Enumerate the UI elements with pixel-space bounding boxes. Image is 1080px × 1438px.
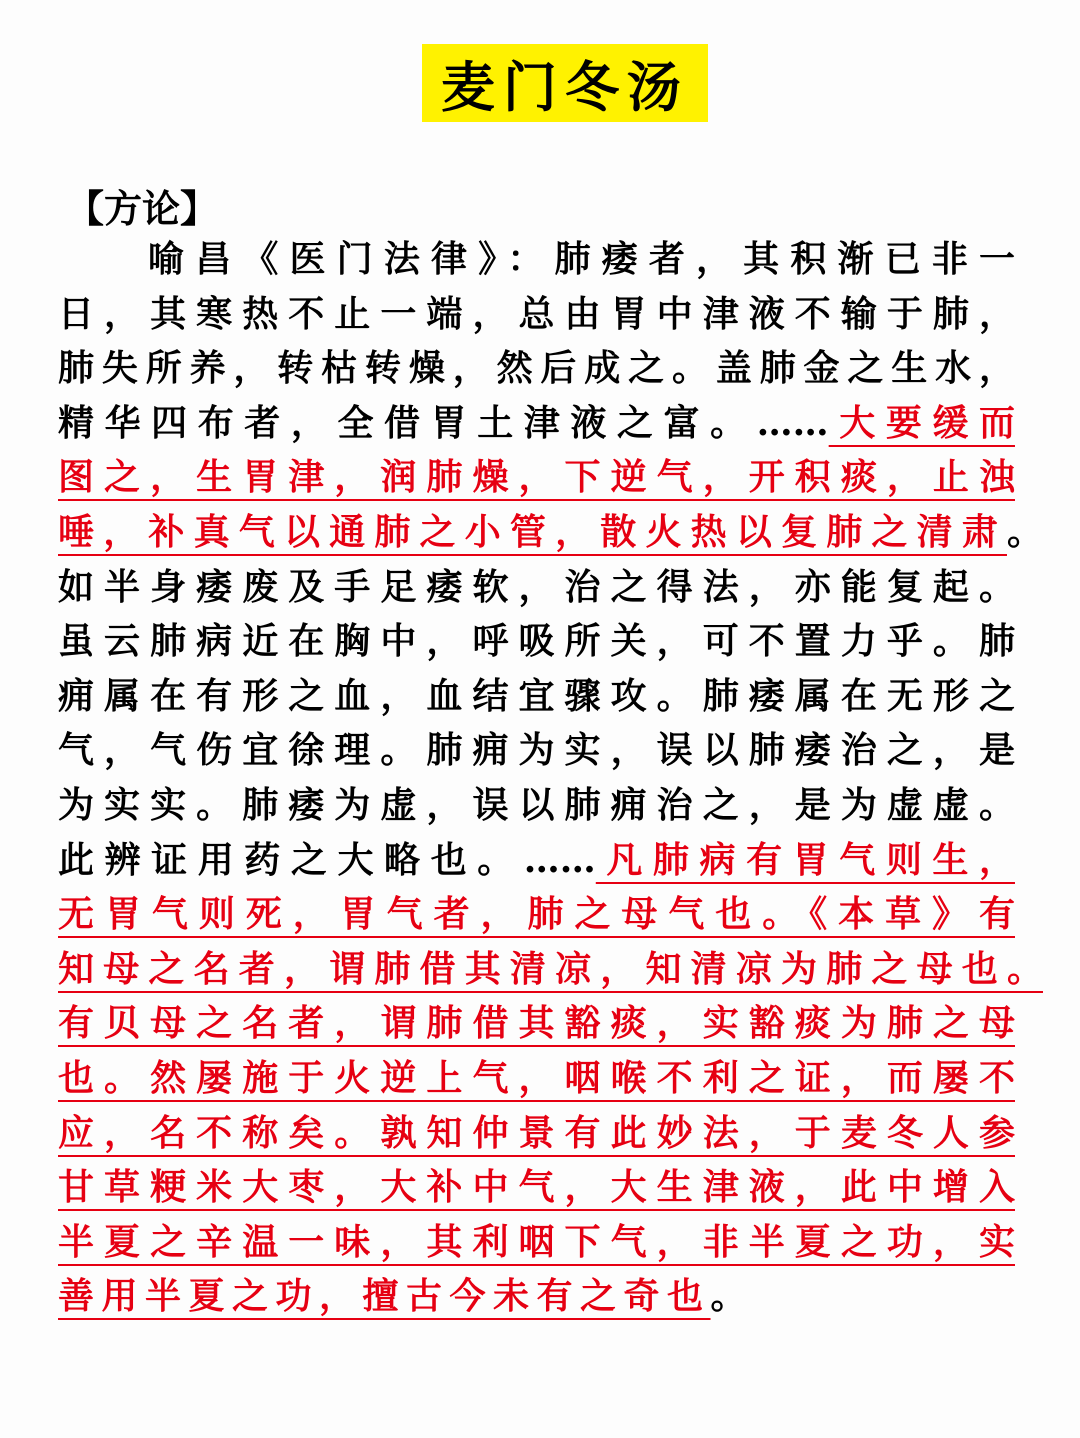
- body-text: 。: [1006, 510, 1043, 553]
- highlighted-text: 应，名不称矣。孰知仲景有此妙法，于麦冬人参: [58, 1111, 1015, 1154]
- text-line: [58, 833, 1015, 888]
- body-text: 肺失所养，转枯转燥，然后成之。盖肺金之生水，: [58, 347, 1015, 390]
- body-text: 喻昌《医门法律》：肺痿者，其积渐已非一: [148, 238, 1015, 280]
- document-title: 麦门冬汤: [422, 44, 708, 122]
- text-line: [58, 341, 1015, 396]
- text-line: [58, 1160, 1015, 1215]
- section-heading: 【方论】: [66, 186, 219, 231]
- text-line: [58, 942, 1043, 997]
- text-line: [58, 669, 1015, 724]
- text-line: [58, 1106, 1015, 1161]
- highlighted-text: 也。然屡施于火逆上气，咽喉不利之证，而屡不: [58, 1056, 1015, 1099]
- body-text: 如半身痿废及手足痿软，治之得法，亦能复起。: [58, 565, 1015, 608]
- body-text: 日，其寒热不止一端，总由胃中津液不输于肺，: [58, 292, 1015, 335]
- highlighted-text: 善用半夏之功，擅古今未有之奇也: [58, 1275, 711, 1318]
- text-line: [58, 887, 1015, 942]
- text-line: [58, 505, 1043, 560]
- text-line: [58, 232, 1015, 287]
- text-line: [58, 614, 1015, 669]
- highlighted-text: 唾，补真气以通肺之小管，散火热以复肺之清肃: [58, 510, 1007, 553]
- highlighted-text: 凡肺病有胃气则生，: [595, 838, 1015, 881]
- body-text: 。: [710, 1275, 755, 1318]
- text-line: [58, 287, 1015, 342]
- body-text: 虽云肺病近在胸中，呼吸所关，可不置力乎。肺: [58, 620, 1015, 663]
- body-text: 为实实。肺痿为虚，误以肺痈治之，是为虚虚。: [58, 783, 1015, 826]
- body-text: 此辨证用药之大略也。……: [58, 838, 596, 881]
- document-body: [58, 232, 1043, 1324]
- highlighted-text: 半夏之辛温一味，其利咽下气，非半夏之功，实: [58, 1220, 1015, 1263]
- text-line: [58, 1269, 1015, 1324]
- highlighted-text: 大要缓而: [828, 401, 1015, 444]
- text-line: [58, 396, 1015, 451]
- text-line: [58, 723, 1015, 778]
- text-line: [58, 560, 1015, 615]
- text-line: [58, 450, 1015, 505]
- highlighted-text: 图之，生胃津，润肺燥，下逆气，开积痰，止浊: [58, 456, 1015, 499]
- highlighted-text: 无胃气则死，胃气者，肺之母气也。《本草》有: [58, 893, 1015, 936]
- text-line: [58, 1051, 1015, 1106]
- body-text: 气，气伤宜徐理。肺痈为实，误以肺痿治之，是: [58, 729, 1015, 772]
- body-text: 精华四布者，全借胃土津液之富。……: [58, 401, 829, 444]
- text-line: [58, 1215, 1015, 1270]
- text-line: [58, 996, 1015, 1051]
- highlighted-text: 甘草粳米大枣，大补中气，大生津液，此中增入: [58, 1166, 1015, 1209]
- highlighted-text: 有贝母之名者，谓肺借其豁痰，实豁痰为肺之母: [58, 1002, 1015, 1045]
- body-text: 痈属在有形之血，血结宜骤攻。肺痿属在无形之: [58, 674, 1015, 717]
- text-line: [58, 778, 1015, 833]
- highlighted-text: 知母之名者，谓肺借其清凉，知清凉为肺之母也。: [58, 947, 1043, 990]
